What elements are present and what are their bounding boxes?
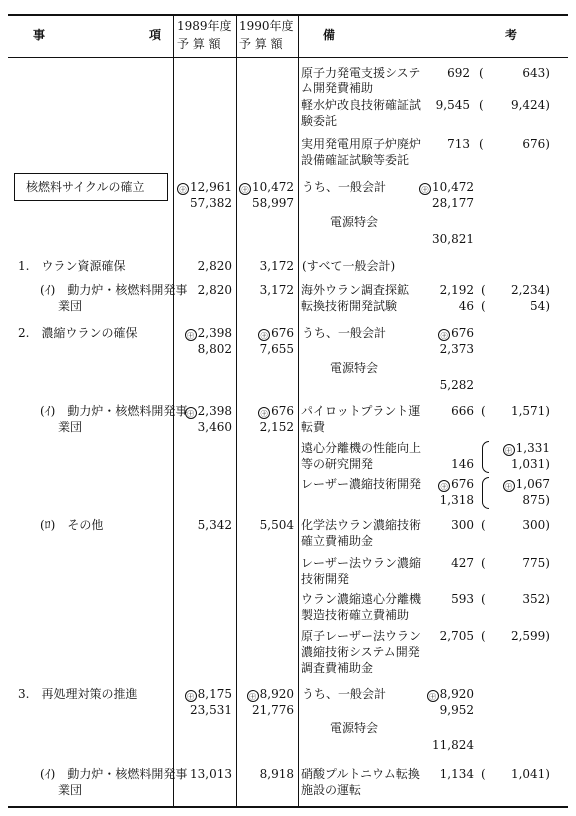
col-divider-3 bbox=[298, 15, 299, 806]
budget-1989: 2,820 bbox=[197, 283, 232, 297]
header-note-1: 備 bbox=[323, 28, 336, 42]
uchi-mark-icon: ㊉ bbox=[239, 183, 251, 195]
uchi-mark-icon: ㊉ bbox=[503, 480, 515, 492]
note-value: 427 bbox=[451, 556, 474, 570]
note-text: 製造技術確立費補助 bbox=[301, 608, 410, 622]
note-paren: ( bbox=[479, 98, 484, 112]
uchi-mark-icon: ㊉ bbox=[177, 183, 189, 195]
note-paren: ( bbox=[481, 518, 486, 532]
note-text: うち、一般会計 bbox=[302, 180, 387, 194]
note-value: 300 bbox=[451, 518, 474, 532]
section-title: 2. 濃縮ウランの確保 bbox=[18, 326, 138, 340]
budget-1989: 5,342 bbox=[197, 518, 232, 532]
subsection-title: (ｲ) 動力炉・核燃料開発事 bbox=[40, 283, 188, 297]
uchi-mark-icon: ㊉ bbox=[247, 690, 259, 702]
note-text: 濃縮技術システム開発 bbox=[301, 645, 420, 659]
note-paren: ( bbox=[481, 283, 486, 297]
note-value: 9,545 bbox=[435, 98, 470, 112]
note-prev-value: 1,031) bbox=[510, 457, 550, 471]
note-prev-value: 2,599) bbox=[510, 629, 550, 643]
note-prev-value: ㊉ 1,067 bbox=[490, 477, 550, 492]
header-item-1: 事 bbox=[33, 28, 46, 42]
note-prev-value: 875) bbox=[522, 493, 550, 507]
note-value: 692 bbox=[447, 66, 470, 80]
note-text: 電源特会 bbox=[330, 361, 379, 375]
subsection-title: (ｲ) 動力炉・核燃料開発事 bbox=[40, 404, 188, 418]
note-prev-value: 352) bbox=[522, 592, 550, 606]
note-paren: ( bbox=[479, 137, 484, 151]
budget-1989: ㊉ 8,175 bbox=[176, 687, 232, 702]
note-text: 確立費補助金 bbox=[301, 534, 374, 548]
note-text: 海外ウラン調査探鉱 bbox=[301, 283, 410, 297]
note-prev-value: ㊉ 1,331 bbox=[490, 441, 550, 456]
note-prev-value: 775) bbox=[522, 556, 550, 570]
note-value: 593 bbox=[451, 592, 474, 606]
header-note-2: 考 bbox=[505, 28, 518, 42]
note-prev-value: 1,571) bbox=[510, 404, 550, 418]
note-text: 施設の運転 bbox=[301, 783, 362, 797]
header-item-2: 項 bbox=[149, 28, 162, 42]
note-value: 28,177 bbox=[432, 196, 474, 210]
budget-1990: ㊉ 10,472 bbox=[238, 180, 294, 195]
uchi-mark-icon: ㊉ bbox=[427, 690, 439, 702]
uchi-mark-icon: ㊉ bbox=[258, 329, 270, 341]
budget-1989: ㊉ 12,961 bbox=[176, 180, 232, 195]
note-value: 9,952 bbox=[439, 703, 474, 717]
col-divider-2 bbox=[236, 15, 237, 806]
budget-1989-total: 3,460 bbox=[197, 420, 232, 434]
budget-1989: 13,013 bbox=[190, 767, 232, 781]
header-1989-label: 予 算 額 bbox=[177, 37, 221, 51]
note-text: (すべて一般会計) bbox=[302, 259, 396, 273]
budget-1990-total: 58,997 bbox=[252, 196, 294, 210]
section-title: 3. 再処理対策の推進 bbox=[18, 687, 138, 701]
uchi-mark-icon: ㊉ bbox=[438, 329, 450, 341]
note-text: ム開発費補助 bbox=[301, 81, 374, 95]
header-1990-label: 予 算 額 bbox=[239, 37, 283, 51]
note-text: レーザー法ウラン濃縮 bbox=[301, 556, 422, 570]
note-text: うち、一般会計 bbox=[302, 687, 387, 701]
uchi-mark-icon: ㊉ bbox=[185, 329, 197, 341]
budget-1989: ㊉ 2,398 bbox=[176, 404, 232, 419]
top-rule bbox=[8, 14, 568, 16]
budget-1989-total: 23,531 bbox=[190, 703, 232, 717]
subsection-title: (ｲ) 動力炉・核燃料開発事 bbox=[40, 767, 188, 781]
note-value: 5,282 bbox=[439, 378, 474, 392]
budget-1990: 3,172 bbox=[259, 283, 294, 297]
section-title: 1. ウラン資源確保 bbox=[18, 259, 126, 273]
note-text: うち、一般会計 bbox=[302, 326, 387, 340]
budget-1989: ㊉ 2,398 bbox=[176, 326, 232, 341]
budget-1990: ㊉ 676 bbox=[238, 404, 294, 419]
note-text: 験委託 bbox=[301, 114, 338, 128]
note-paren: ( bbox=[481, 767, 486, 781]
note-text: 設備確証試験等委託 bbox=[301, 153, 410, 167]
section-title: 核燃料サイクルの確立 bbox=[26, 180, 145, 194]
note-prev-value: 9,424) bbox=[510, 98, 550, 112]
note-value: 30,821 bbox=[432, 232, 474, 246]
note-text: 遠心分離機の性能向上 bbox=[301, 441, 422, 455]
note-text: 原子レーザー法ウラン bbox=[301, 629, 422, 643]
budget-1990: 8,918 bbox=[259, 767, 294, 781]
note-value: 2,373 bbox=[439, 342, 474, 356]
note-paren: ( bbox=[481, 592, 486, 606]
note-text: 転費 bbox=[301, 420, 326, 434]
note-text: 技術開発 bbox=[301, 572, 350, 586]
note-text: 電源特会 bbox=[330, 721, 379, 735]
budget-1989: 2,820 bbox=[197, 259, 232, 273]
note-value: 11,824 bbox=[432, 738, 474, 752]
note-paren: ( bbox=[481, 556, 486, 570]
note-prev-value: 676) bbox=[522, 137, 550, 151]
note-paren: ( bbox=[481, 629, 486, 643]
budget-1989-total: 57,382 bbox=[190, 196, 232, 210]
note-value: 2,705 bbox=[439, 629, 474, 643]
note-text: 実用発電用原子炉廃炉 bbox=[301, 137, 422, 151]
note-text: 電源特会 bbox=[330, 215, 379, 229]
note-text: パイロットプラント運 bbox=[301, 404, 421, 418]
header-rule bbox=[8, 57, 568, 58]
note-value: 666 bbox=[451, 404, 474, 418]
uchi-mark-icon: ㊉ bbox=[438, 480, 450, 492]
note-text: 原子力発電支援システ bbox=[301, 66, 421, 80]
note-value: 2,192 bbox=[439, 283, 474, 297]
budget-1990-total: 2,152 bbox=[259, 420, 294, 434]
note-text: 硝酸プルトニウム転換 bbox=[301, 767, 420, 781]
note-value: 146 bbox=[451, 457, 474, 471]
budget-1990: ㊉ 676 bbox=[238, 326, 294, 341]
subsection-title: 業団 bbox=[58, 783, 83, 797]
uchi-mark-icon: ㊉ bbox=[258, 407, 270, 419]
note-prev-value: 300) bbox=[522, 518, 550, 532]
note-prev-value: 643) bbox=[522, 66, 550, 80]
note-paren: ( bbox=[481, 299, 486, 313]
note-text: ウラン濃縮遠心分離機 bbox=[301, 592, 422, 606]
subsection-title: 業団 bbox=[58, 299, 83, 313]
note-value: ㊉ 676 bbox=[410, 477, 474, 492]
header-1990-year: 1990年度 bbox=[239, 19, 294, 33]
note-paren: ( bbox=[481, 404, 486, 418]
uchi-mark-icon: ㊉ bbox=[185, 690, 197, 702]
subsection-title: (ﾛ) その他 bbox=[40, 518, 104, 532]
note-value: 1,134 bbox=[439, 767, 474, 781]
note-value: 46 bbox=[458, 299, 474, 313]
uchi-mark-icon: ㊉ bbox=[503, 444, 515, 456]
bottom-rule bbox=[8, 806, 568, 808]
note-text: 軽水炉改良技術確証試 bbox=[301, 98, 422, 112]
note-text: 等の研究開発 bbox=[301, 457, 374, 471]
budget-1990: 5,504 bbox=[259, 518, 294, 532]
budget-1990-total: 21,776 bbox=[252, 703, 294, 717]
uchi-mark-icon: ㊉ bbox=[419, 183, 431, 195]
note-text: レーザー濃縮技術開発 bbox=[301, 477, 422, 491]
note-value: 1,318 bbox=[439, 493, 474, 507]
note-value: 713 bbox=[447, 137, 470, 151]
budget-1990-total: 7,655 bbox=[259, 342, 294, 356]
note-prev-value: 54) bbox=[530, 299, 550, 313]
note-value: ㊉ 676 bbox=[410, 326, 474, 341]
uchi-mark-icon: ㊉ bbox=[185, 407, 197, 419]
header-1989-year: 1989年度 bbox=[177, 19, 232, 33]
budget-1989-total: 8,802 bbox=[197, 342, 232, 356]
subsection-title: 業団 bbox=[58, 420, 83, 434]
note-value: ㊉ 10,472 bbox=[410, 180, 474, 195]
bracket-icon bbox=[482, 441, 489, 473]
budget-1990: 3,172 bbox=[259, 259, 294, 273]
note-prev-value: 1,041) bbox=[510, 767, 550, 781]
note-text: 調査費補助金 bbox=[301, 661, 374, 675]
note-text: 転換技術開発試験 bbox=[301, 299, 398, 313]
note-text: 化学法ウラン濃縮技術 bbox=[301, 518, 422, 532]
bracket-icon bbox=[482, 477, 489, 509]
note-prev-value: 2,234) bbox=[510, 283, 550, 297]
budget-1990: ㊉ 8,920 bbox=[238, 687, 294, 702]
note-value: ㊉ 8,920 bbox=[410, 687, 474, 702]
note-paren: ( bbox=[479, 66, 484, 80]
